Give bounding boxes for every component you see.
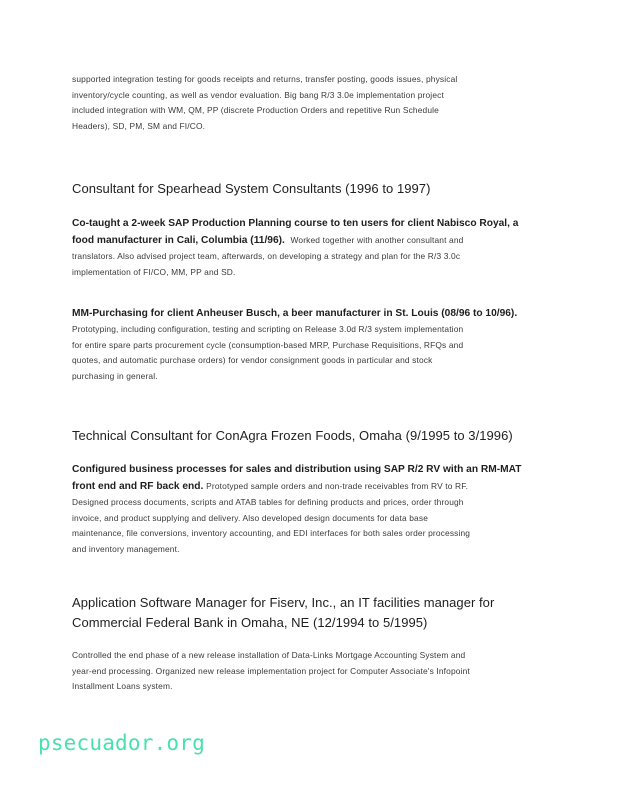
entry-anheuser-busch: [72, 305, 552, 385]
watermark-text: psecuador.org: [38, 731, 205, 755]
intro-line: supported integration testing for goods receipts and returns, transfer posting, goods issues, physical: [72, 74, 458, 84]
entry-body: [72, 322, 552, 385]
entry-lead-text: front end and RF back end.: [72, 481, 204, 492]
intro-line: included integration with WM, QM, PP (discrete Production Orders and repetitive Run Schedule: [72, 105, 439, 116]
entry-body: [72, 495, 552, 558]
intro-line: inventory/cycle counting, as well as vendor evaluation. Big bang R/3 3.0e implementation project: [72, 89, 444, 100]
entry-lead-continued: [72, 232, 552, 249]
entry-lead: Configured business processes for sales and distribution using SAP R/2 RV with an RM-MAT: [72, 464, 522, 475]
entry-body-line: Controlled the end phase of a new release installation of Data-Links Mortgage Accounting System and: [72, 650, 466, 660]
entry-body-line: purchasing in general.: [72, 371, 158, 382]
heading-line: Application Software Manager for Fiserv, Inc., an IT facilities manager for: [72, 595, 495, 610]
section-heading-conagra: Technical Consultant for ConAgra Frozen Foods, Omaha (9/1995 to 3/1996): [72, 428, 513, 443]
entry-body-line: translators. Also advised project team, afterwards, on developing a strategy and plan for the R/3 3.0c: [72, 251, 461, 261]
section-heading-fiserv: [72, 593, 552, 633]
entry-body-line: Designed process documents, scripts and ATAB tables for defining products and prices, order through: [72, 497, 464, 507]
entry-body-line: invoice, and product supplying and delivery. Also developed design documents for data base: [72, 512, 429, 523]
entry-body-text: Prototyped sample orders and non-trade receivables from RV to RF.: [206, 481, 469, 491]
entry-body-line: quotes, and automatic purchase orders) for vendor consignment goods in particular and stock: [72, 355, 433, 366]
entry-body-line: and inventory management.: [72, 544, 180, 555]
entry-lead: Co-taught a 2-week SAP Production Planning course to ten users for client Nabisco Royal, a: [72, 218, 519, 229]
entry-body-line: Installment Loans system.: [72, 681, 173, 692]
entry-body: [72, 249, 552, 280]
entry-body-line: year-end processing. Organized new release implementation project for Computer Associate's Infopoint: [72, 665, 470, 676]
entry-fiserv: [72, 648, 552, 695]
entry-body-line: Prototyping, including configuration, testing and scripting on Release 3.0d R/3 system implementation: [72, 324, 464, 334]
entry-lead-text: food manufacturer in Cali, Columbia (11/96).: [72, 235, 285, 246]
entry-lead: MM-Purchasing for client Anheuser Busch, a beer manufacturer in St. Louis (08/96 to 10/96).: [72, 308, 518, 319]
intro-line: Headers), SD, PM, SM and FI/CO.: [72, 121, 206, 132]
entry-body-line: maintenance, file conversions, inventory accounting, and EDI interfaces for both sales order processing: [72, 528, 471, 539]
section-heading-spearhead: Consultant for Spearhead System Consultants (1996 to 1997): [72, 181, 431, 196]
entry-body-text: Worked together with another consultant and: [290, 235, 464, 245]
entry-body-line: implementation of FI/CO, MM, PP and SD.: [72, 266, 236, 277]
entry-body-line: for entire spare parts procurement cycle (consumption-based MRP, Purchase Requisitions, RFQs and: [72, 339, 464, 350]
heading-line: Commercial Federal Bank in Omaha, NE (12/1994 to 5/1995): [72, 615, 428, 630]
intro-paragraph: [72, 72, 552, 135]
entry-lead-continued: [72, 478, 552, 495]
entry-conagra: [72, 461, 552, 558]
entry-nabisco: [72, 215, 552, 280]
